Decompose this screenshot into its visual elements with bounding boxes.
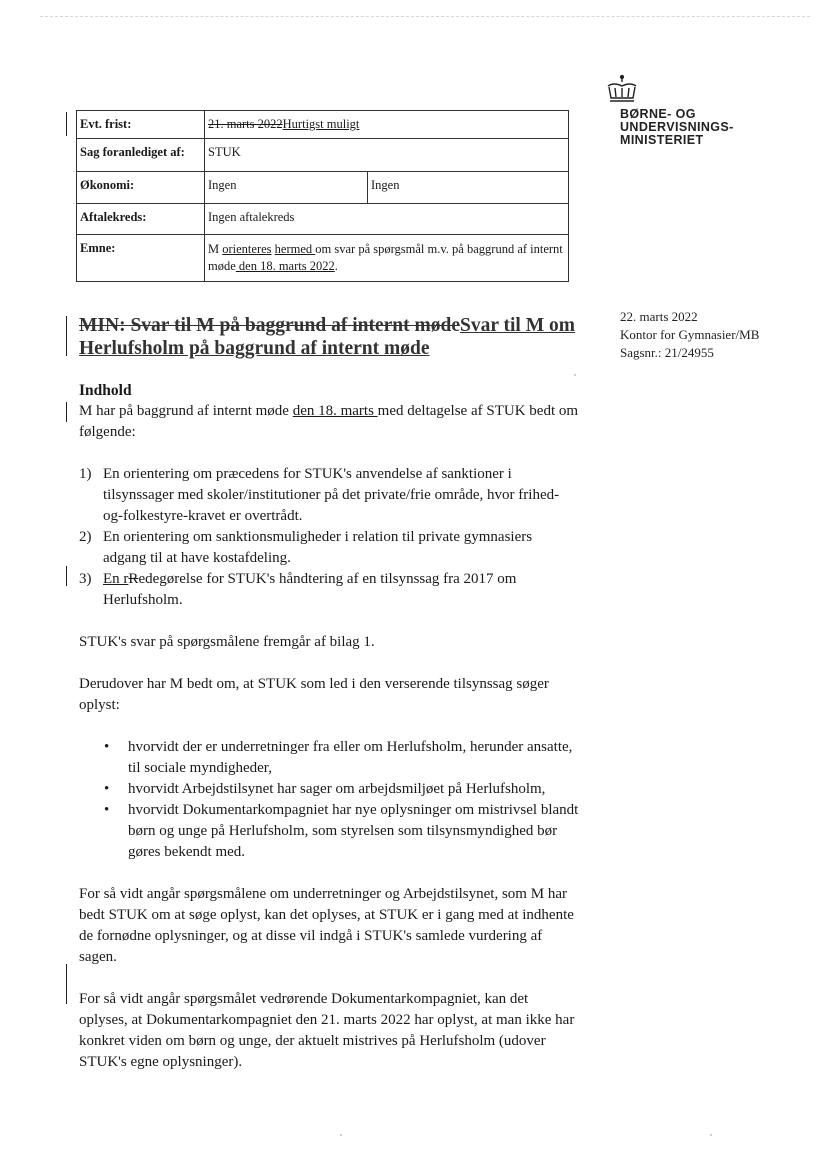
subject-label: Emne:: [77, 235, 205, 282]
table-row-economy: [77, 172, 569, 204]
bullet-item: • hvorvidt Dokumentarkompagniet har nye oplysninger om mistrivsel blandt børn og unge på Herlufsholm, som styrelsen som tilsynsmyndighed bør gøres bekendt med.: [79, 800, 579, 863]
change-bar-title: [66, 316, 67, 356]
initiated-value: STUK: [205, 139, 569, 172]
intro-paragraph: [79, 401, 579, 443]
list-item: [79, 569, 579, 611]
table-row-initiated: [77, 139, 569, 172]
answer-paragraph: STUK's svar på spørgsmålene fremgår af bilag 1.: [79, 634, 375, 650]
crown-logo-icon: [604, 74, 640, 104]
change-bar-item3: [66, 566, 67, 586]
title-inserted: Svar til M om Herlufsholm på baggrund af internt møde: [79, 315, 575, 359]
deadline-old: 21. marts 2022: [208, 117, 283, 131]
list-text: En orientering om præcedens for STUK's anvendelse af sanktioner i tilsynssager med skoler/institutioner på det private/frie område, hvor frihed-og-folkestyre-kravet er overtrådt.: [103, 466, 560, 524]
page-top-dashed-line: [40, 16, 810, 17]
case-metadata-table: [76, 110, 569, 282]
economy-value-1: Ingen: [205, 172, 368, 204]
list-number: 2): [79, 529, 92, 545]
table-row-deadline: [77, 111, 569, 139]
subject-text-3: om svar på spørgsmål m.v. på baggrund af internt møde: [208, 242, 563, 273]
item3-insert: En r: [103, 571, 129, 587]
ministry-line-3: MINISTERIET: [620, 133, 704, 147]
reports-paragraph: For så vidt angår spørgsmålene om underretninger og Arbejdstilsynet, som M har bedt STUK om at søge oplyst, kan det oplyses, at STUK er i gang med at indhente de fornødne oplysninger, og at disse vil indgå i STUK's samlede vurdering af sagen.: [79, 886, 574, 965]
ministry-line-2: UNDERVISNINGS-: [620, 120, 734, 134]
bullet-item: • hvorvidt Arbejdstilsynet har sager om arbejdsmiljøet på Herlufsholm,: [79, 779, 579, 800]
scan-speck: [340, 1134, 342, 1136]
table-row-subject: [77, 235, 569, 282]
document-title: [79, 314, 579, 360]
change-bar-table: [66, 112, 67, 136]
change-bar-intro: [66, 402, 67, 422]
list-item: [79, 464, 579, 527]
section-title: Indhold: [79, 382, 132, 399]
item3-deleted: R: [128, 571, 139, 587]
scan-speck: [574, 374, 576, 376]
initiated-label: Sag foranlediget af:: [77, 139, 205, 172]
request-list: [79, 464, 579, 611]
intro-text-b: med deltagelse af STUK bedt om følgende:: [79, 403, 579, 440]
documentary-paragraph: For så vidt angår spørgsmålet vedrørende Dokumentarkompagniet, kan det oplyses, at Dokumentarkompagniet den 21. marts 2022 har oplyst, at man ikke har konkret viden om børn og unge, der aktuelt mistrives på Herlufsholm (udover STUK's egne oplysninger).: [79, 991, 575, 1070]
list-number: 3): [79, 571, 92, 587]
deadline-label: Evt. frist:: [77, 111, 205, 139]
further-paragraph: Derudover har M bedt om, at STUK som led i den verserende tilsynssag søger oplyst:: [79, 676, 549, 713]
agreement-label: Aftalekreds:: [77, 204, 205, 235]
subject-insert-3: den 18. marts 2022: [235, 259, 335, 273]
agreement-value: Ingen aftalekreds: [205, 204, 569, 235]
deadline-new: Hurtigst muligt: [282, 117, 360, 131]
subject-text-4: .: [334, 259, 338, 273]
economy-label: Økonomi:: [77, 172, 205, 204]
list-item: [79, 527, 579, 569]
document-side-info: [620, 308, 759, 362]
table-row-agreement: [77, 204, 569, 235]
ministry-line-1: BØRNE- OG: [620, 107, 696, 121]
intro-text-a: M har på baggrund af internt møde: [79, 403, 293, 419]
inquiry-bullets: [79, 737, 579, 863]
office-name: Kontor for Gymnasier/MB: [620, 327, 760, 342]
ministry-name: [620, 108, 734, 147]
case-number: Sagsnr.: 21/24955: [620, 345, 714, 360]
bullet-item: • hvorvidt der er underretninger fra eller om Herlufsholm, herunder ansatte, til sociale myndigheder,: [79, 737, 579, 779]
list-text: En orientering om sanktionsmuligheder i relation til private gymnasiers adgang til at have kostafdeling.: [103, 529, 533, 566]
item3-text: edegørelse for STUK's håndtering af en tilsynssag fra 2017 om Herlufsholm.: [103, 571, 517, 608]
subject-text-1: M: [208, 242, 223, 256]
document-body: [79, 380, 579, 1073]
subject-insert-2: hermed: [274, 242, 316, 256]
scan-speck: [710, 1134, 712, 1136]
change-bar-reports: [66, 964, 67, 1004]
document-date: 22. marts 2022: [620, 309, 698, 324]
economy-value-2: Ingen: [368, 172, 569, 204]
list-number: 1): [79, 466, 92, 482]
subject-insert-1: orienteres: [222, 242, 272, 256]
subject-value: [205, 235, 569, 282]
title-deleted: MIN: Svar til M på baggrund af internt møde: [79, 315, 460, 336]
deadline-value: [205, 111, 569, 139]
intro-insert: den 18. marts: [292, 403, 378, 419]
